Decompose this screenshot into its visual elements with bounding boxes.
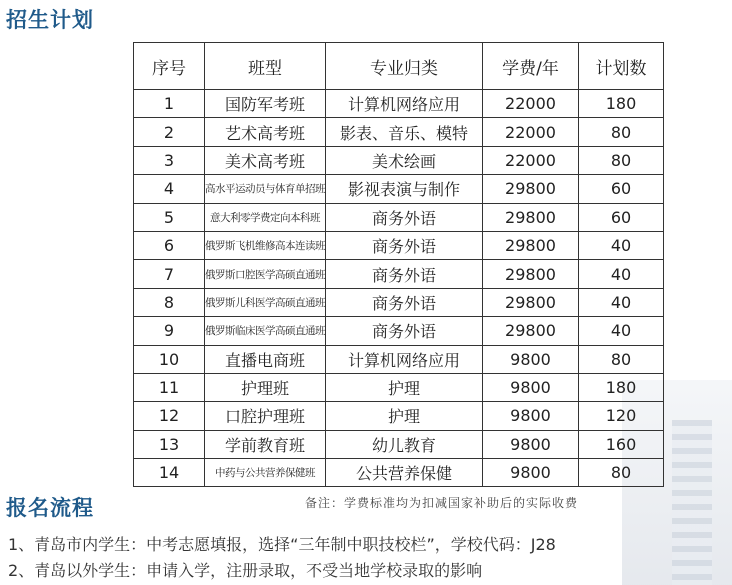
cell-index: 4: [134, 175, 205, 203]
cell-tuition: 9800: [483, 430, 579, 458]
cell-class-type: 美术高考班: [205, 146, 326, 174]
cell-tuition: 9800: [483, 373, 579, 401]
cell-major-category: 美术绘画: [326, 146, 483, 174]
header-class-type: 班型: [205, 43, 326, 90]
cell-plan-count: 80: [579, 459, 664, 487]
cell-class-type: 高水平运动员与体育单招班: [205, 175, 326, 203]
cell-major-category: 商务外语: [326, 288, 483, 316]
enrollment-plan-title: 招生计划: [6, 8, 94, 32]
cell-index: 13: [134, 430, 205, 458]
table-row: [134, 373, 664, 401]
cell-major-category: 护理: [326, 373, 483, 401]
cell-tuition: 29800: [483, 260, 579, 288]
table-row: [134, 317, 664, 345]
cell-plan-count: 180: [579, 373, 664, 401]
table-row: [134, 260, 664, 288]
cell-major-category: 护理: [326, 402, 483, 430]
cell-class-type: 中药与公共营养保健班: [205, 459, 326, 487]
header-plan-count: 计划数: [579, 43, 664, 90]
cell-plan-count: 60: [579, 175, 664, 203]
cell-class-type: 国防军考班: [205, 90, 326, 118]
cell-major-category: 商务外语: [326, 231, 483, 259]
cell-major-category: 商务外语: [326, 317, 483, 345]
header-tuition: 学费/年: [483, 43, 579, 90]
table-row: [134, 175, 664, 203]
cell-plan-count: 40: [579, 231, 664, 259]
cell-plan-count: 80: [579, 118, 664, 146]
cell-plan-count: 80: [579, 345, 664, 373]
cell-major-category: 计算机网络应用: [326, 345, 483, 373]
enrollment-plan-table: [133, 42, 664, 487]
cell-index: 5: [134, 203, 205, 231]
cell-index: 7: [134, 260, 205, 288]
cell-class-type: 俄罗斯飞机维修高本连读班: [205, 231, 326, 259]
cell-major-category: 商务外语: [326, 260, 483, 288]
cell-index: 3: [134, 146, 205, 174]
cell-plan-count: 60: [579, 203, 664, 231]
cell-tuition: 29800: [483, 231, 579, 259]
registration-process-title: 报名流程: [6, 496, 94, 520]
cell-class-type: 护理班: [205, 373, 326, 401]
background-building-detail: [672, 420, 712, 585]
cell-tuition: 29800: [483, 317, 579, 345]
table-row: [134, 345, 664, 373]
table-row: [134, 231, 664, 259]
cell-tuition: 9800: [483, 345, 579, 373]
table-row: [134, 90, 664, 118]
cell-major-category: 幼儿教育: [326, 430, 483, 458]
cell-plan-count: 80: [579, 146, 664, 174]
cell-tuition: 29800: [483, 175, 579, 203]
cell-plan-count: 160: [579, 430, 664, 458]
table-row: [134, 146, 664, 174]
cell-index: 2: [134, 118, 205, 146]
cell-major-category: 商务外语: [326, 203, 483, 231]
cell-major-category: 公共营养保健: [326, 459, 483, 487]
cell-class-type: 学前教育班: [205, 430, 326, 458]
fee-note: 备注：学费标准均为扣减国家补助后的实际收费: [305, 496, 579, 510]
cell-tuition: 22000: [483, 146, 579, 174]
table-row: [134, 430, 664, 458]
table-row: [134, 459, 664, 487]
cell-tuition: 9800: [483, 459, 579, 487]
cell-tuition: 22000: [483, 90, 579, 118]
table-row: [134, 118, 664, 146]
cell-class-type: 意大利零学费定向本科班: [205, 203, 326, 231]
cell-plan-count: 40: [579, 317, 664, 345]
cell-index: 12: [134, 402, 205, 430]
cell-index: 9: [134, 317, 205, 345]
cell-class-type: 俄罗斯临床医学高硕直通班: [205, 317, 326, 345]
cell-major-category: 计算机网络应用: [326, 90, 483, 118]
cell-plan-count: 40: [579, 260, 664, 288]
table-row: [134, 288, 664, 316]
header-major-category: 专业归类: [326, 43, 483, 90]
table-header-row: [134, 43, 664, 90]
cell-plan-count: 120: [579, 402, 664, 430]
cell-index: 1: [134, 90, 205, 118]
cell-plan-count: 180: [579, 90, 664, 118]
cell-tuition: 22000: [483, 118, 579, 146]
cell-class-type: 口腔护理班: [205, 402, 326, 430]
cell-index: 8: [134, 288, 205, 316]
cell-tuition: 29800: [483, 288, 579, 316]
cell-tuition: 9800: [483, 402, 579, 430]
cell-tuition: 29800: [483, 203, 579, 231]
cell-index: 14: [134, 459, 205, 487]
cell-class-type: 俄罗斯口腔医学高硕直通班: [205, 260, 326, 288]
cell-major-category: 影表、音乐、模特: [326, 118, 483, 146]
header-index: 序号: [134, 43, 205, 90]
cell-class-type: 艺术高考班: [205, 118, 326, 146]
cell-index: 10: [134, 345, 205, 373]
cell-class-type: 俄罗斯儿科医学高硕直通班: [205, 288, 326, 316]
cell-index: 6: [134, 231, 205, 259]
process-step-qingdao: 1、青岛市内学生：中考志愿填报，选择“三年制中职技校栏”，学校代码：J28: [8, 535, 556, 554]
process-step-outside: 2、青岛以外学生：申请入学，注册录取，不受当地学校录取的影响: [8, 561, 483, 580]
table-row: [134, 203, 664, 231]
table-row: [134, 402, 664, 430]
cell-index: 11: [134, 373, 205, 401]
cell-class-type: 直播电商班: [205, 345, 326, 373]
cell-major-category: 影视表演与制作: [326, 175, 483, 203]
cell-plan-count: 40: [579, 288, 664, 316]
